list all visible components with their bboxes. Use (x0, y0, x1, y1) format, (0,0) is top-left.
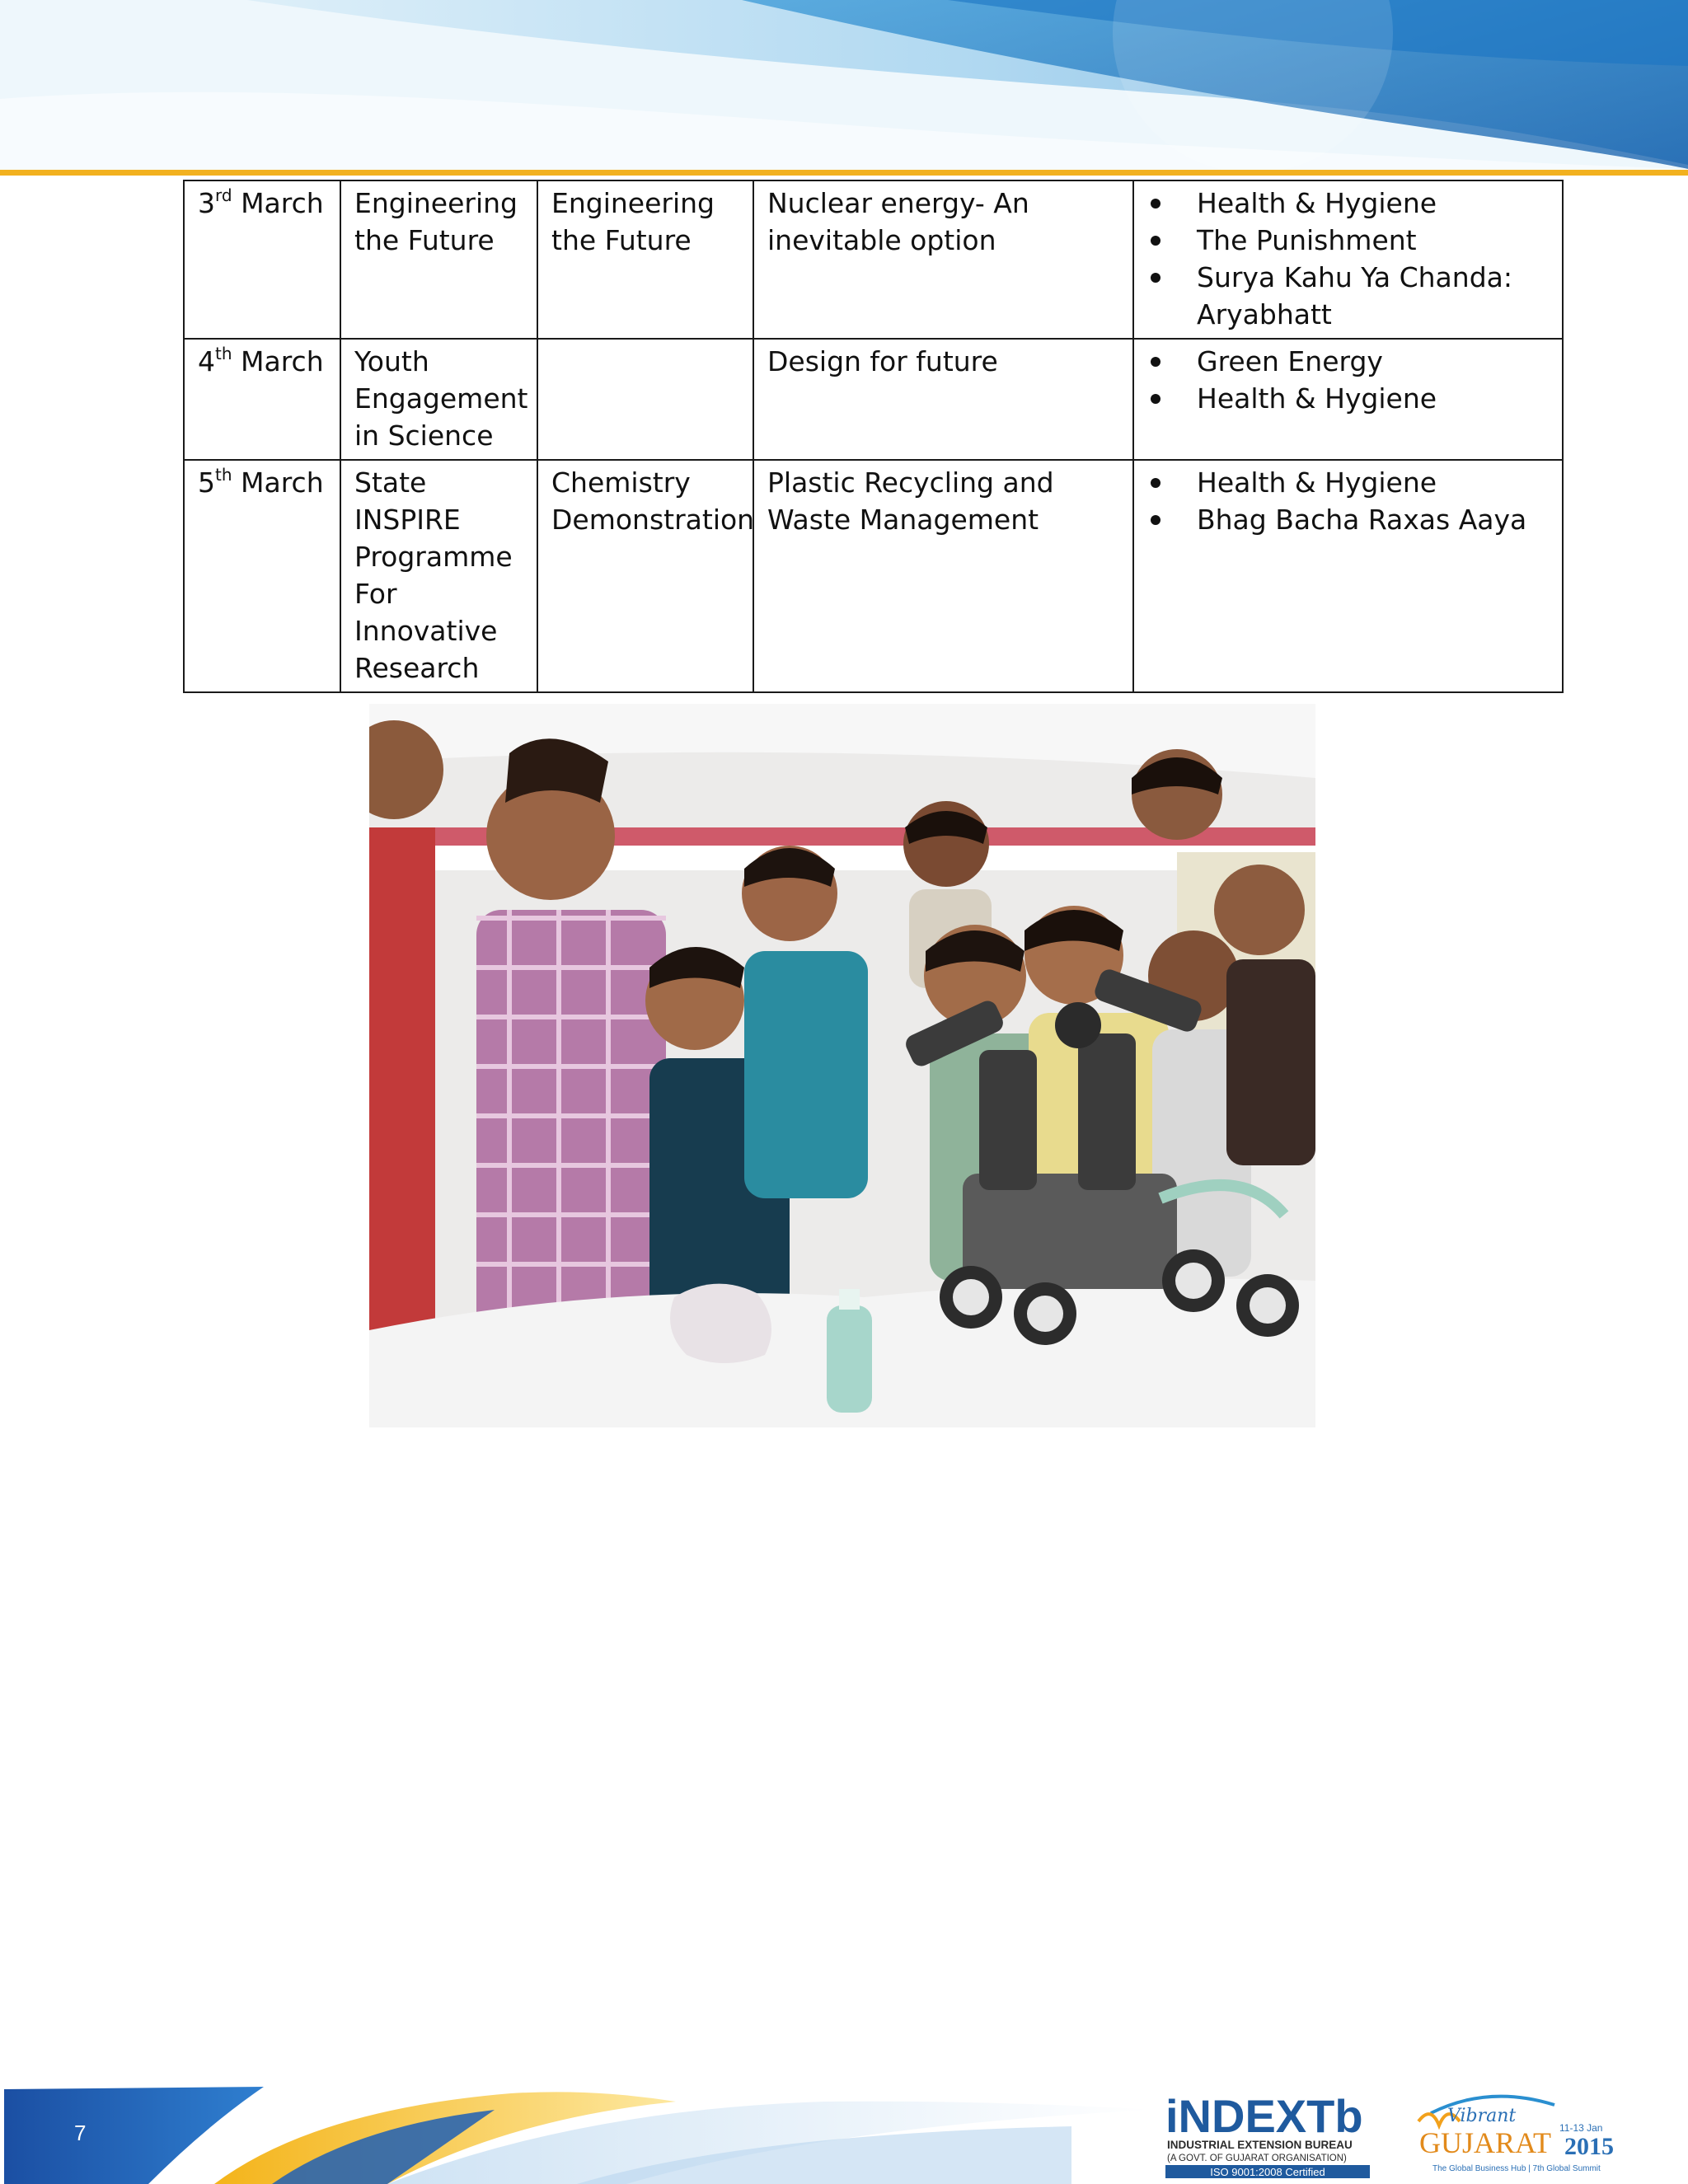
items-cell (1133, 460, 1563, 692)
children-with-robot-illustration (369, 704, 1315, 1427)
list-item: The Punishment (1147, 222, 1549, 259)
svg-text:ISO 9001:2008 Certified: ISO 9001:2008 Certified (1210, 2166, 1325, 2178)
svg-text:2015: 2015 (1564, 2133, 1614, 2160)
table-row (184, 460, 1563, 692)
topic-cell: Nuclear energy- An inevitable option (753, 180, 1133, 339)
list-item: Health & Hygiene (1147, 464, 1549, 501)
header-wave-graphic (0, 0, 1688, 175)
topic-cell: Design for future (753, 339, 1133, 460)
date-cell: 4th March (184, 339, 340, 460)
bullet-list (1147, 185, 1549, 333)
header-banner (0, 0, 1688, 175)
svg-text:The Global Business Hub | 7th: The Global Business Hub | 7th Global Summit (1432, 2164, 1601, 2173)
bullet-list (1147, 343, 1549, 417)
table-row (184, 339, 1563, 460)
svg-text:11-13 Jan: 11-13 Jan (1559, 2122, 1603, 2134)
svg-text:INDUSTRIAL EXTENSION BUREAU: INDUSTRIAL EXTENSION BUREAU (1167, 2139, 1353, 2151)
theme-cell: Engineering the Future (340, 180, 537, 339)
list-item: Green Energy (1147, 343, 1549, 380)
activity-cell (537, 339, 753, 460)
bullet-list (1147, 464, 1549, 538)
table-row (184, 180, 1563, 339)
svg-text:Vibrant: Vibrant (1447, 2106, 1517, 2126)
theme-cell: Youth Engagement in Science (340, 339, 537, 460)
vibrant-gujarat-logo (1414, 2088, 1625, 2181)
list-item: Health & Hygiene (1147, 380, 1549, 417)
items-cell (1133, 180, 1563, 339)
activity-cell: Chemistry Demonstration (537, 460, 753, 692)
date-cell: 3rd March (184, 180, 340, 339)
svg-text:iNDEXTb: iNDEXTb (1165, 2090, 1363, 2142)
activity-cell: Engineering the Future (537, 180, 753, 339)
page-number: 7 (74, 2121, 87, 2145)
topic-cell: Plastic Recycling and Waste Management (753, 460, 1133, 692)
list-item: Bhag Bacha Raxas Aaya (1147, 501, 1549, 538)
schedule-table (183, 180, 1564, 693)
svg-text:GUJARAT: GUJARAT (1419, 2126, 1552, 2159)
header-gold-rule (0, 170, 1688, 176)
event-photo (369, 704, 1315, 1427)
svg-text:(A GOVT. OF GUJARAT ORGANISATI: (A GOVT. OF GUJARAT ORGANISATION) (1167, 2154, 1347, 2163)
footer-banner (0, 2077, 1688, 2184)
items-cell (1133, 339, 1563, 460)
list-item: Surya Kahu Ya Chanda: Aryabhatt (1147, 259, 1549, 333)
date-cell: 5th March (184, 460, 340, 692)
theme-cell: State INSPIRE Programme For Innovative Research (340, 460, 537, 692)
indextb-logo (1164, 2089, 1374, 2180)
list-item: Health & Hygiene (1147, 185, 1549, 222)
